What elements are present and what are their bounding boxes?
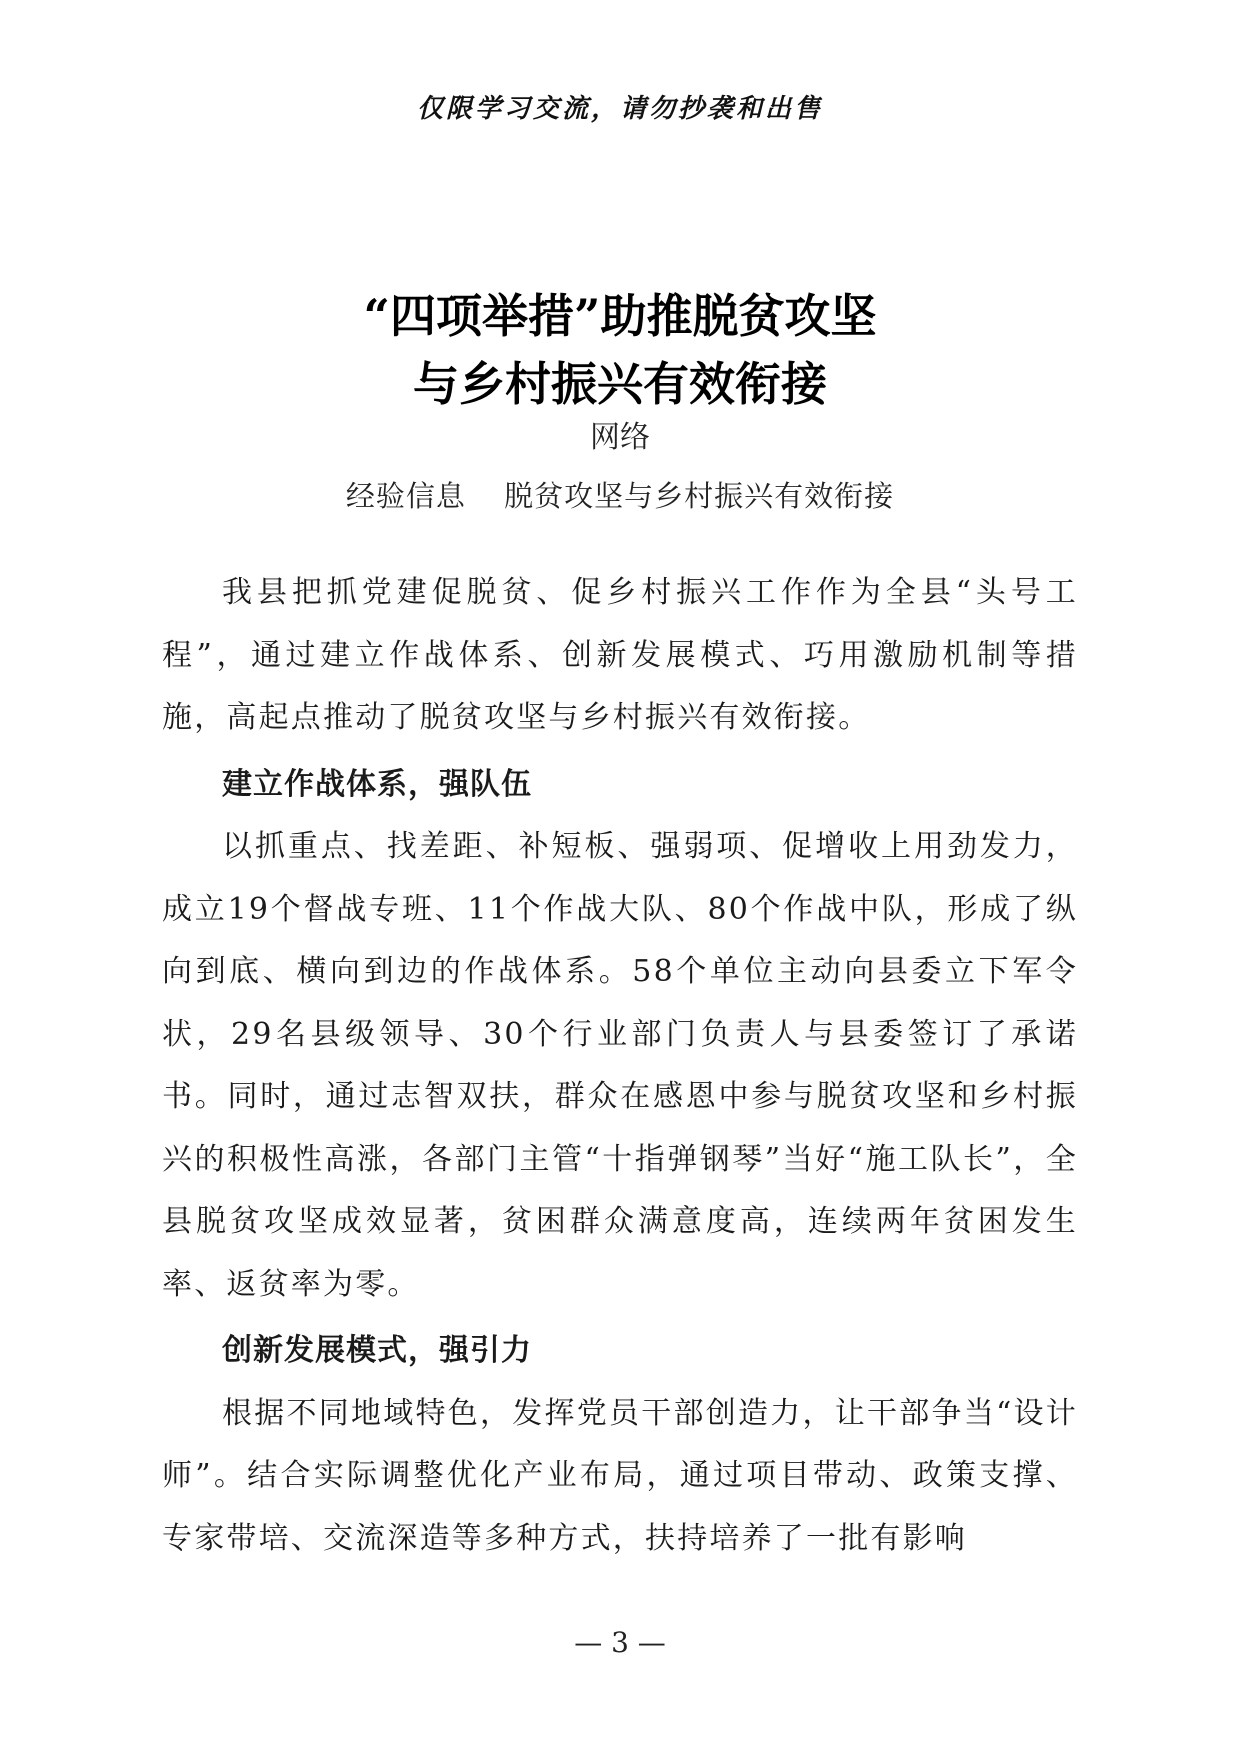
- page-number: — 3 —: [574, 1626, 666, 1659]
- tag-category: 经验信息: [345, 479, 466, 513]
- article-tags: [0, 474, 1240, 515]
- header-note: 仅限学习交流，请勿抄袭和出售: [416, 94, 823, 124]
- section-paragraph-1: 以抓重点、找差距、补短板、强弱项、促增收上用劲发力，成立19个督战专班、11个作战大队、80个作战中队，形成了纵向到底、横向到边的作战体系。58个单位主动向县委立下军令状，29名县级领导、30个行业部门负责人与县委签订了承诺书。同时，通过志智双扶，群众在感恩中参与脱贫攻坚和乡村振兴的积极性高涨，各部门主管“十指弹钢琴”当好“施工队长”，全县脱贫攻坚成效显著，贫困群众满意度高，连续两年贫困发生率、返贫率为零。: [162, 829, 1078, 1302]
- section-heading-2: 创新发展模式，强引力: [222, 1333, 532, 1368]
- article-body: [162, 562, 1078, 1570]
- tag-topic: 脱贫攻坚与乡村振兴有效衔接: [504, 479, 895, 513]
- section-paragraph-2: 根据不同地域特色，发挥党员干部创造力，让干部争当“设计师”。结合实际调整优化产业布局，通过项目带动、政策支撑、专家带培、交流深造等多种方式，扶持培养了一批有影响: [162, 1395, 1078, 1556]
- article-source: 网络: [590, 420, 650, 455]
- title-line-1: “四项举措”助推脱贫攻坚: [363, 289, 877, 343]
- intro-paragraph: 我县把抓党建促脱贫、促乡村振兴工作作为全县“头号工程”，通过建立作战体系、创新发展模式、巧用激励机制等措施，高起点推动了脱贫攻坚与乡村振兴有效衔接。: [162, 575, 1078, 735]
- section-heading-1: 建立作战体系，强队伍: [222, 766, 532, 802]
- title-line-2: 与乡村振兴有效衔接: [413, 357, 827, 411]
- article-title: [0, 282, 1240, 418]
